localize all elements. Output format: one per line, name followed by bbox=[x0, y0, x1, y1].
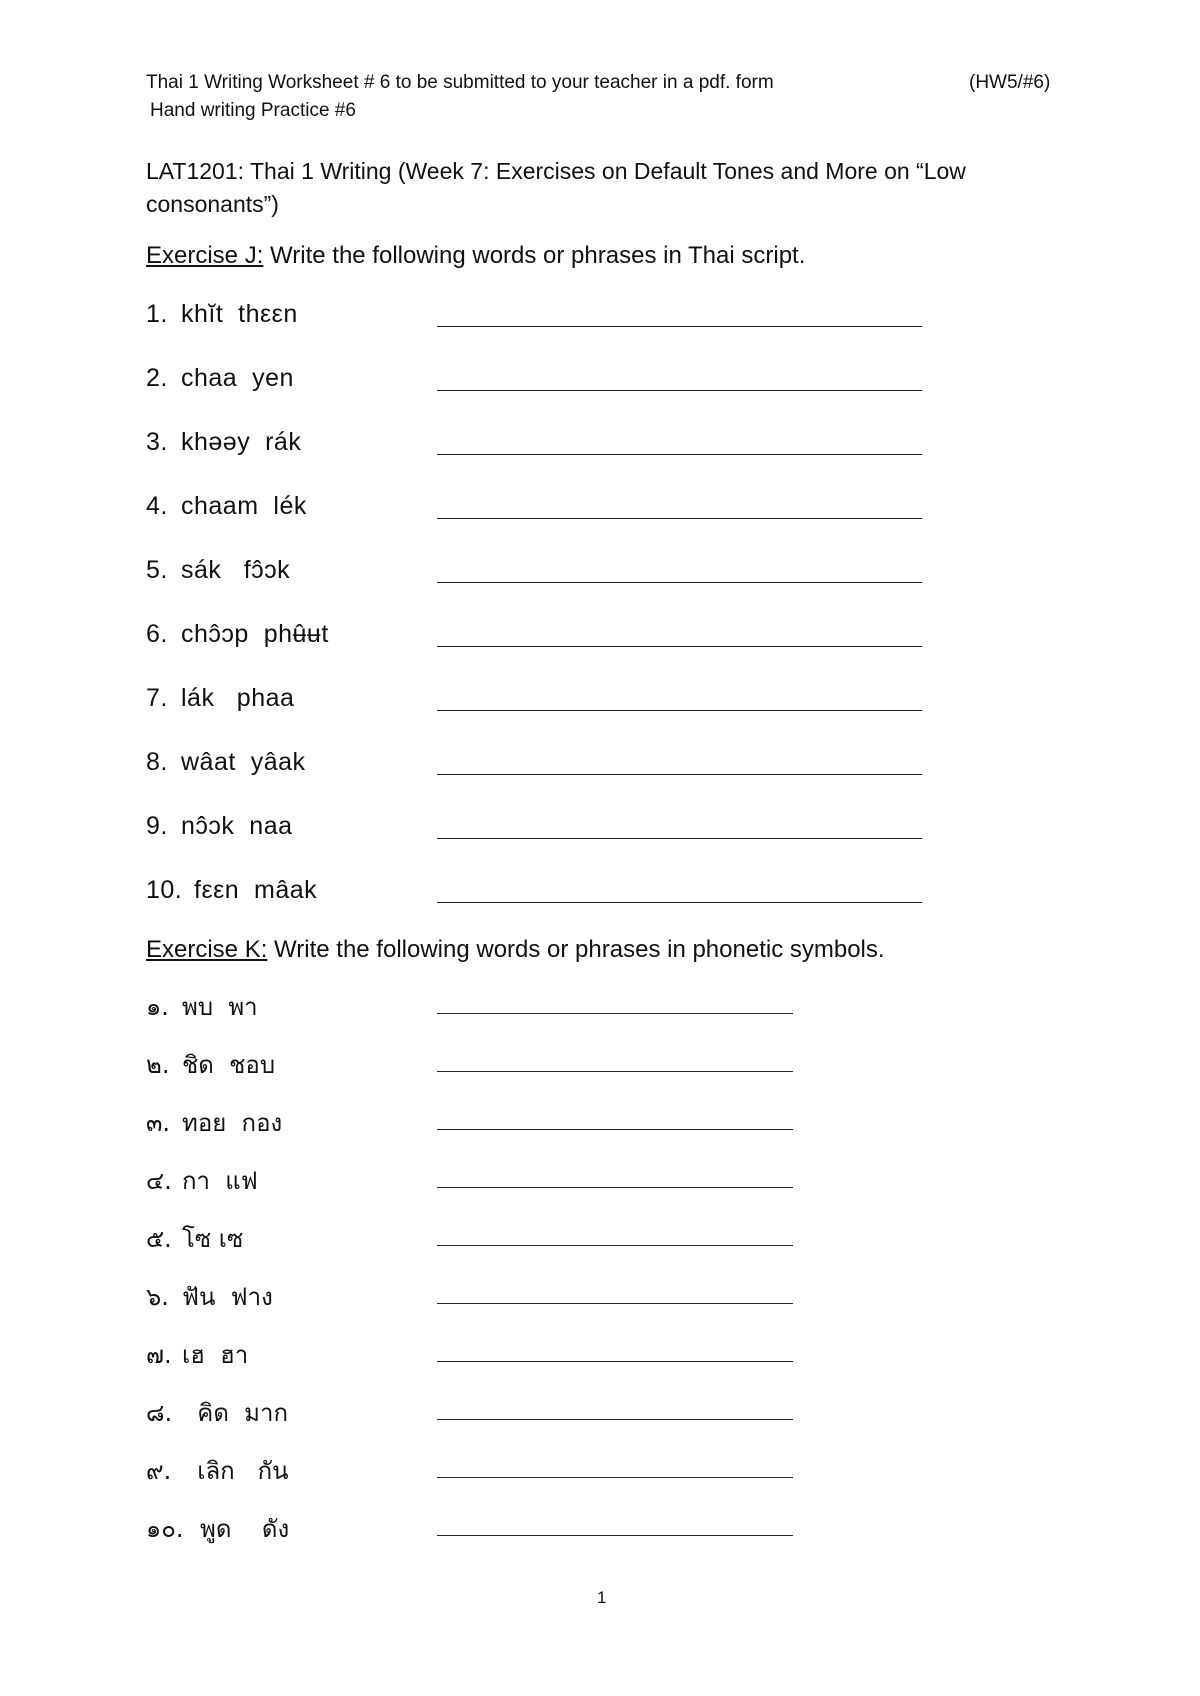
item-text: โซ เซ bbox=[182, 1225, 244, 1253]
item-text: nɔ̂ɔk naa bbox=[181, 812, 293, 840]
answer-line[interactable] bbox=[437, 1477, 793, 1478]
item-text: sák fɔ̂ɔk bbox=[181, 556, 291, 584]
item-number: 3. bbox=[146, 428, 168, 456]
answer-line[interactable] bbox=[437, 902, 922, 903]
item-text: fεεn mâak bbox=[194, 876, 318, 904]
item-number: 8. bbox=[146, 748, 168, 776]
answer-line[interactable] bbox=[437, 838, 922, 839]
answer-line[interactable] bbox=[437, 1361, 793, 1362]
answer-line[interactable] bbox=[437, 1303, 793, 1304]
answer-line[interactable] bbox=[437, 1245, 793, 1246]
item-number: 6. bbox=[146, 620, 168, 648]
item-text: เลิก กัน bbox=[182, 1457, 289, 1485]
item-text: เฮ ฮา bbox=[182, 1341, 249, 1369]
item-number: 5. bbox=[146, 556, 168, 584]
item-number: ๓. bbox=[146, 1109, 171, 1137]
item-number: 9. bbox=[146, 812, 168, 840]
answer-line[interactable] bbox=[437, 454, 922, 455]
answer-line[interactable] bbox=[437, 646, 922, 647]
item-number: ๗. bbox=[146, 1341, 172, 1369]
answer-line[interactable] bbox=[437, 390, 922, 391]
answer-line[interactable] bbox=[437, 1187, 793, 1188]
item-text: ชิด ชอบ bbox=[182, 1051, 276, 1079]
item-text: chaam lék bbox=[181, 492, 307, 520]
item-text: ฟัน ฟาง bbox=[182, 1283, 273, 1311]
answer-line[interactable] bbox=[437, 1071, 793, 1072]
item-text: พบ พา bbox=[182, 993, 258, 1021]
item-text: wâat yâak bbox=[181, 748, 306, 776]
exercise-k-label: Exercise K: bbox=[146, 936, 268, 963]
item-number: ๑๐. bbox=[146, 1515, 184, 1543]
exercise-k-heading bbox=[146, 936, 885, 964]
item-number: 4. bbox=[146, 492, 168, 520]
item-text: ทอย กอง bbox=[182, 1109, 283, 1137]
item-number: 2. bbox=[146, 364, 168, 392]
item-number: ๔. bbox=[146, 1167, 172, 1195]
header-line-2: Hand writing Practice #6 bbox=[150, 100, 356, 121]
item-text: คิด มาก bbox=[182, 1399, 288, 1427]
item-number: ๙. bbox=[146, 1457, 172, 1485]
course-title: LAT1201: Thai 1 Writing (Week 7: Exercises on Default Tones and More on “Low consonants”) bbox=[146, 158, 966, 217]
item-number: ๑. bbox=[146, 993, 169, 1021]
answer-line[interactable] bbox=[437, 518, 922, 519]
answer-line[interactable] bbox=[437, 1129, 793, 1130]
answer-line[interactable] bbox=[437, 582, 922, 583]
item-number: ๘. bbox=[146, 1399, 173, 1427]
exercise-j-heading bbox=[146, 242, 805, 270]
exercise-j-label: Exercise J: bbox=[146, 242, 264, 269]
item-text: chaa yen bbox=[181, 364, 294, 392]
item-text: khəəy rák bbox=[181, 428, 302, 456]
item-number: ๒. bbox=[146, 1051, 170, 1079]
answer-line[interactable] bbox=[437, 1013, 793, 1014]
item-number: 1. bbox=[146, 300, 168, 328]
answer-line[interactable] bbox=[437, 326, 922, 327]
answer-line[interactable] bbox=[437, 1535, 793, 1536]
item-number: ๖. bbox=[146, 1283, 169, 1311]
exercise-k-instruction: Write the following words or phrases in phonetic symbols. bbox=[274, 936, 885, 963]
item-number: ๕. bbox=[146, 1225, 172, 1253]
page-number: 1 bbox=[597, 1588, 607, 1607]
item-text: khĭt thεεn bbox=[181, 300, 298, 328]
item-number: 7. bbox=[146, 684, 168, 712]
answer-line[interactable] bbox=[437, 1419, 793, 1420]
item-number: 10. bbox=[146, 876, 183, 904]
item-text: พูด ดัง bbox=[200, 1515, 290, 1543]
item-text: chɔ̂ɔp phʉ̂ʉt bbox=[181, 620, 329, 648]
answer-line[interactable] bbox=[437, 774, 922, 775]
answer-line[interactable] bbox=[437, 710, 922, 711]
header-code: (HW5/#6) bbox=[969, 72, 1051, 93]
item-text: lák phaa bbox=[181, 684, 295, 712]
exercise-j-instruction: Write the following words or phrases in Thai script. bbox=[270, 242, 806, 269]
item-text: กา แฟ bbox=[182, 1167, 258, 1195]
header-line-1: Thai 1 Writing Worksheet # 6 to be submitted to your teacher in a pdf. form bbox=[146, 72, 774, 93]
